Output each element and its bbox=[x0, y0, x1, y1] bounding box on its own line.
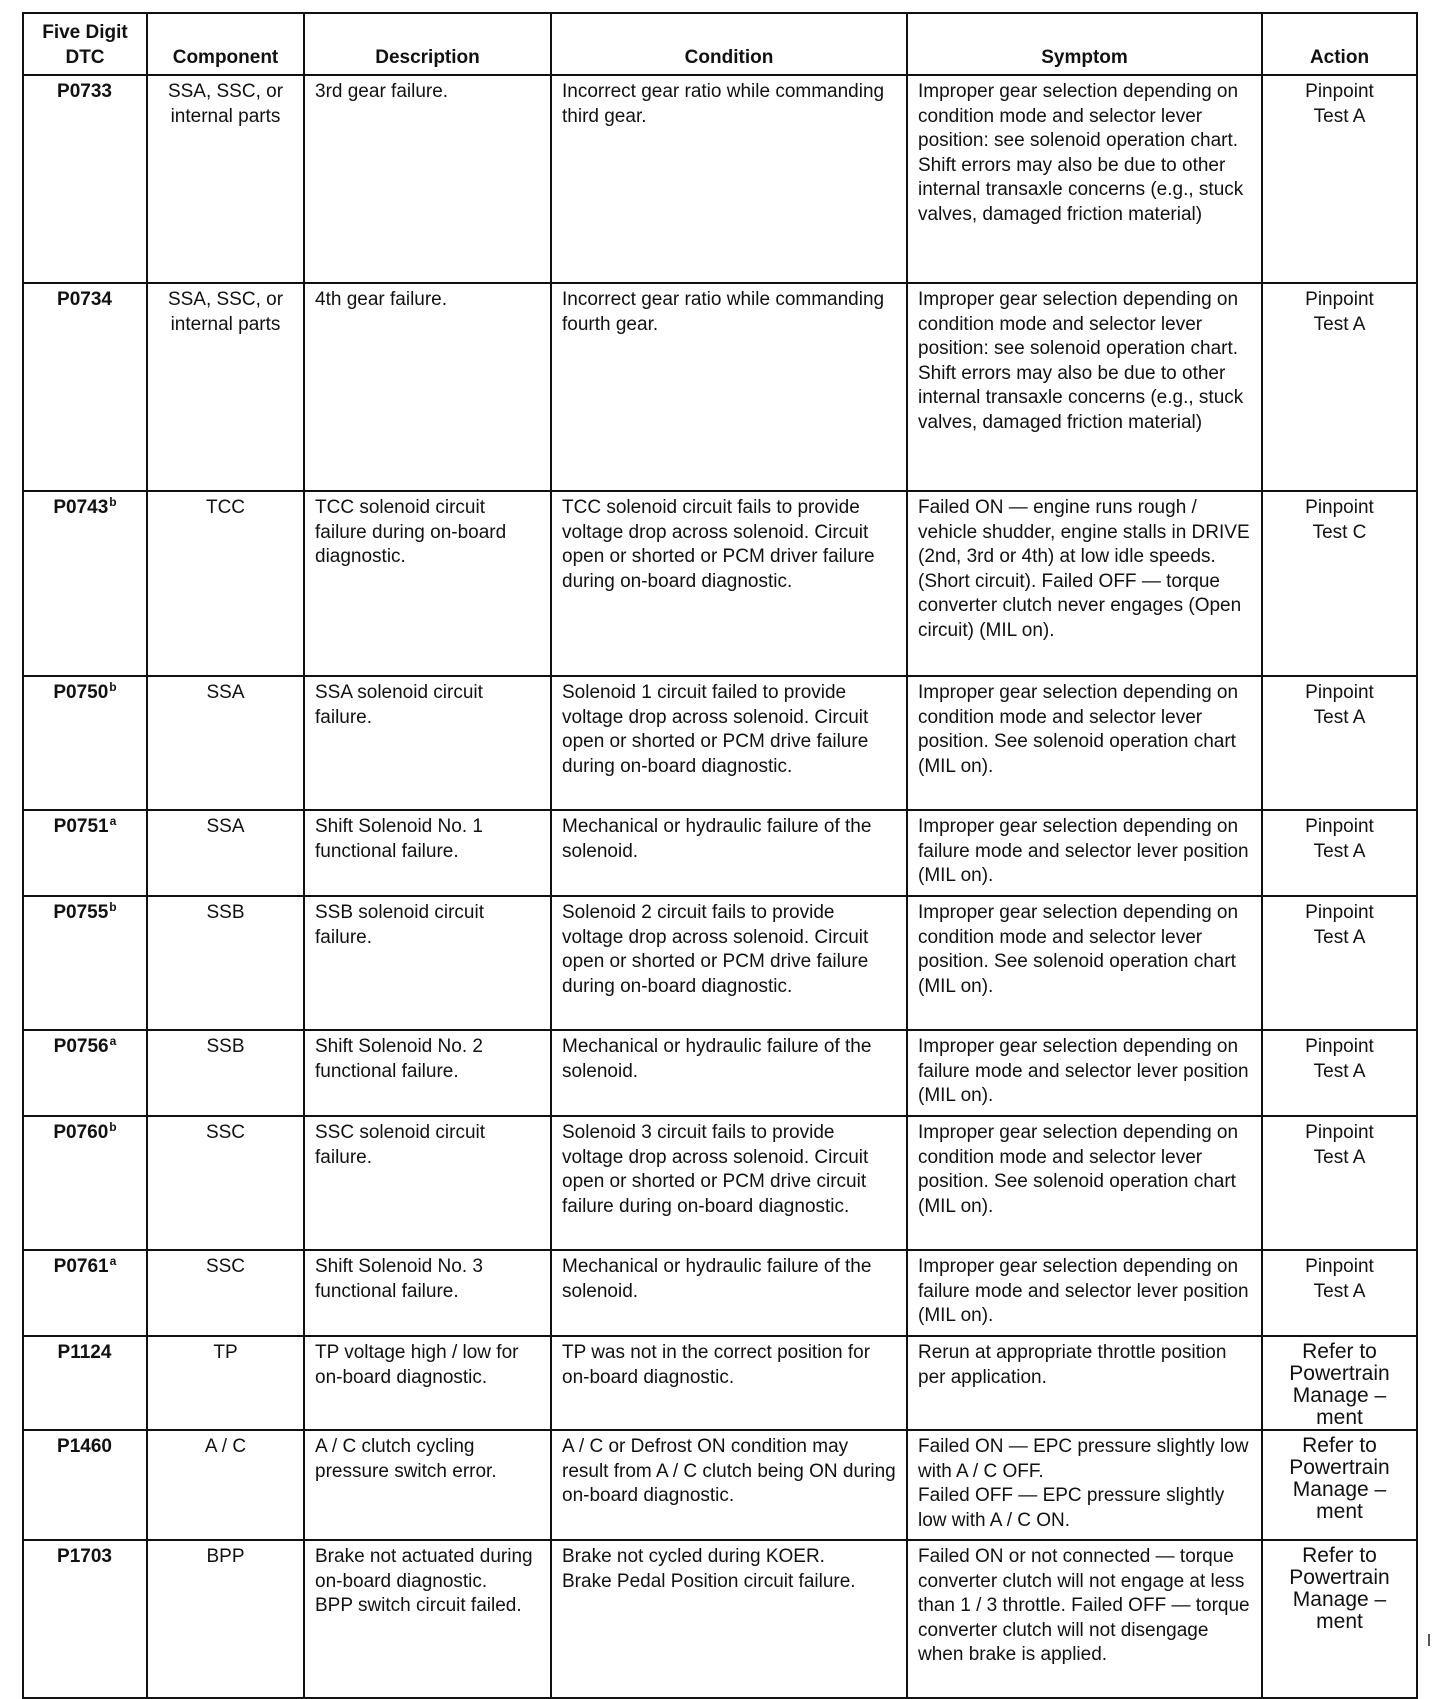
action-cell: Refer to Powertrain Manage – ment bbox=[1262, 1430, 1417, 1540]
dtc-code-cell bbox=[23, 810, 147, 896]
condition-cell: Mechanical or hydraulic failure of the solenoid. bbox=[551, 1250, 907, 1336]
description-cell: Shift Solenoid No. 3 functional failure. bbox=[304, 1250, 551, 1336]
description-cell: SSC solenoid circuit failure. bbox=[304, 1116, 551, 1250]
action-cell: Pinpoint Test A bbox=[1262, 1116, 1417, 1250]
condition-cell: Brake not cycled during KOER. Brake Pedal Position circuit failure. bbox=[551, 1540, 907, 1698]
dtc-footnote-mark: b bbox=[109, 1119, 117, 1134]
dtc-code: P1703 bbox=[57, 1546, 112, 1567]
condition-cell: Incorrect gear ratio while commanding third gear. bbox=[551, 75, 907, 283]
table-row bbox=[23, 676, 1417, 810]
action-cell: Pinpoint Test A bbox=[1262, 810, 1417, 896]
dtc-table-page bbox=[22, 12, 1416, 1699]
dtc-code-cell bbox=[23, 75, 147, 283]
dtc-code: P0750 bbox=[53, 682, 109, 703]
header-dtc: Five Digit DTC bbox=[23, 13, 147, 75]
dtc-code: P0733 bbox=[57, 81, 112, 102]
component-cell: SSC bbox=[147, 1250, 304, 1336]
dtc-code: P0743 bbox=[53, 497, 109, 518]
dtc-footnote-mark: b bbox=[109, 494, 117, 509]
table-header-row bbox=[23, 13, 1417, 75]
component-cell: SSB bbox=[147, 896, 304, 1030]
component-cell: BPP bbox=[147, 1540, 304, 1698]
dtc-code: P1124 bbox=[57, 1342, 112, 1363]
description-cell: Brake not actuated during on-board diagnostic. BPP switch circuit failed. bbox=[304, 1540, 551, 1698]
header-condition: Condition bbox=[551, 13, 907, 75]
symptom-cell: Rerun at appropriate throttle position per application. bbox=[907, 1336, 1262, 1430]
action-cell: Pinpoint Test A bbox=[1262, 283, 1417, 491]
dtc-table bbox=[22, 12, 1418, 1699]
table-row bbox=[23, 896, 1417, 1030]
dtc-footnote-mark: a bbox=[109, 1033, 117, 1048]
table-row bbox=[23, 1030, 1417, 1116]
table-row bbox=[23, 1540, 1417, 1698]
symptom-cell: Improper gear selection depending on condition mode and selector lever position. See solenoid operation chart (MIL on). bbox=[907, 1116, 1262, 1250]
dtc-code: P0751 bbox=[53, 816, 109, 837]
dtc-footnote-mark: a bbox=[109, 813, 117, 828]
dtc-footnote-mark: b bbox=[109, 679, 117, 694]
component-cell: TP bbox=[147, 1336, 304, 1430]
symptom-cell: Improper gear selection depending on condition mode and selector lever position. See solenoid operation chart (MIL on). bbox=[907, 676, 1262, 810]
component-cell: SSC bbox=[147, 1116, 304, 1250]
condition-cell: Mechanical or hydraulic failure of the solenoid. bbox=[551, 810, 907, 896]
symptom-cell: Failed ON or not connected — torque converter clutch will not engage at less than 1 / 3 throttle. Failed OFF — torque converter clutch will not disengage when brake is applied. bbox=[907, 1540, 1262, 1698]
symptom-cell: Improper gear selection depending on condition mode and selector lever position: see solenoid operation chart. Shift errors may also be due to other internal transaxle concerns (e.g., stuck valves, damaged friction material) bbox=[907, 75, 1262, 283]
dtc-code-cell bbox=[23, 676, 147, 810]
condition-cell: Mechanical or hydraulic failure of the solenoid. bbox=[551, 1030, 907, 1116]
dtc-code: P1460 bbox=[57, 1436, 112, 1457]
dtc-code: P0756 bbox=[53, 1036, 109, 1057]
symptom-cell: Improper gear selection depending on condition mode and selector lever position. See solenoid operation chart (MIL on). bbox=[907, 896, 1262, 1030]
description-cell: TCC solenoid circuit failure during on-board diagnostic. bbox=[304, 491, 551, 676]
dtc-footnote-mark: a bbox=[109, 1253, 117, 1268]
symptom-cell: Improper gear selection depending on condition mode and selector lever position: see solenoid operation chart. Shift errors may also be due to other internal transaxle concerns (e.g., stuck valves, damaged friction material) bbox=[907, 283, 1262, 491]
dtc-code-cell bbox=[23, 1250, 147, 1336]
condition-cell: Incorrect gear ratio while commanding fourth gear. bbox=[551, 283, 907, 491]
table-row bbox=[23, 1336, 1417, 1430]
dtc-footnote-mark: b bbox=[109, 899, 117, 914]
header-action: Action bbox=[1262, 13, 1417, 75]
dtc-code-cell bbox=[23, 1540, 147, 1698]
action-cell: Pinpoint Test C bbox=[1262, 491, 1417, 676]
header-symptom: Symptom bbox=[907, 13, 1262, 75]
dtc-code-cell bbox=[23, 896, 147, 1030]
dtc-code-cell bbox=[23, 1336, 147, 1430]
component-cell: A / C bbox=[147, 1430, 304, 1540]
symptom-cell: Failed ON — EPC pressure slightly low with A / C OFF. Failed OFF — EPC pressure slightly low with A / C ON. bbox=[907, 1430, 1262, 1540]
component-cell: TCC bbox=[147, 491, 304, 676]
description-cell: 3rd gear failure. bbox=[304, 75, 551, 283]
condition-cell: TCC solenoid circuit fails to provide voltage drop across solenoid. Circuit open or shorted or PCM driver failure during on-board diagnostic. bbox=[551, 491, 907, 676]
description-cell: SSB solenoid circuit failure. bbox=[304, 896, 551, 1030]
action-cell: Refer to Powertrain Manage – ment bbox=[1262, 1540, 1417, 1698]
dtc-code: P0760 bbox=[53, 1122, 109, 1143]
dtc-code-cell bbox=[23, 1030, 147, 1116]
dtc-code-cell bbox=[23, 1116, 147, 1250]
table-row bbox=[23, 491, 1417, 676]
dtc-code-cell bbox=[23, 491, 147, 676]
symptom-cell: Improper gear selection depending on failure mode and selector lever position (MIL on). bbox=[907, 1250, 1262, 1336]
component-cell: SSA, SSC, or internal parts bbox=[147, 283, 304, 491]
table-row bbox=[23, 75, 1417, 283]
action-cell: Pinpoint Test A bbox=[1262, 1030, 1417, 1116]
table-row bbox=[23, 1430, 1417, 1540]
condition-cell: Solenoid 2 circuit fails to provide voltage drop across solenoid. Circuit open or shorted or PCM drive failure during on-board diagnostic. bbox=[551, 896, 907, 1030]
dtc-code: P0755 bbox=[53, 902, 109, 923]
table-row bbox=[23, 1250, 1417, 1336]
header-component: Component bbox=[147, 13, 304, 75]
table-row bbox=[23, 810, 1417, 896]
margin-mark bbox=[1428, 1634, 1430, 1646]
action-cell: Refer to Powertrain Manage – ment bbox=[1262, 1336, 1417, 1430]
condition-cell: Solenoid 3 circuit fails to provide voltage drop across solenoid. Circuit open or shorted or PCM drive circuit failure during on-board diagnostic. bbox=[551, 1116, 907, 1250]
condition-cell: TP was not in the correct position for on-board diagnostic. bbox=[551, 1336, 907, 1430]
description-cell: 4th gear failure. bbox=[304, 283, 551, 491]
description-cell: TP voltage high / low for on-board diagnostic. bbox=[304, 1336, 551, 1430]
condition-cell: Solenoid 1 circuit failed to provide voltage drop across solenoid. Circuit open or shorted or PCM drive failure during on-board diagnostic. bbox=[551, 676, 907, 810]
table-row bbox=[23, 283, 1417, 491]
header-description: Description bbox=[304, 13, 551, 75]
action-cell: Pinpoint Test A bbox=[1262, 1250, 1417, 1336]
component-cell: SSA bbox=[147, 676, 304, 810]
action-cell: Pinpoint Test A bbox=[1262, 676, 1417, 810]
description-cell: Shift Solenoid No. 1 functional failure. bbox=[304, 810, 551, 896]
component-cell: SSB bbox=[147, 1030, 304, 1116]
component-cell: SSA, SSC, or internal parts bbox=[147, 75, 304, 283]
dtc-code: P0761 bbox=[53, 1256, 109, 1277]
dtc-code-cell bbox=[23, 1430, 147, 1540]
table-row bbox=[23, 1116, 1417, 1250]
symptom-cell: Improper gear selection depending on failure mode and selector lever position (MIL on). bbox=[907, 1030, 1262, 1116]
condition-cell: A / C or Defrost ON condition may result from A / C clutch being ON during on-board diagnostic. bbox=[551, 1430, 907, 1540]
description-cell: SSA solenoid circuit failure. bbox=[304, 676, 551, 810]
component-cell: SSA bbox=[147, 810, 304, 896]
action-cell: Pinpoint Test A bbox=[1262, 75, 1417, 283]
action-cell: Pinpoint Test A bbox=[1262, 896, 1417, 1030]
description-cell: Shift Solenoid No. 2 functional failure. bbox=[304, 1030, 551, 1116]
symptom-cell: Improper gear selection depending on failure mode and selector lever position (MIL on). bbox=[907, 810, 1262, 896]
dtc-code-cell bbox=[23, 283, 147, 491]
dtc-code: P0734 bbox=[57, 289, 112, 310]
description-cell: A / C clutch cycling pressure switch error. bbox=[304, 1430, 551, 1540]
symptom-cell: Failed ON — engine runs rough / vehicle shudder, engine stalls in DRIVE (2nd, 3rd or 4th) at low idle speeds. (Short circuit). Failed OFF — torque converter clutch never engages (Open circuit) (MIL on). bbox=[907, 491, 1262, 676]
